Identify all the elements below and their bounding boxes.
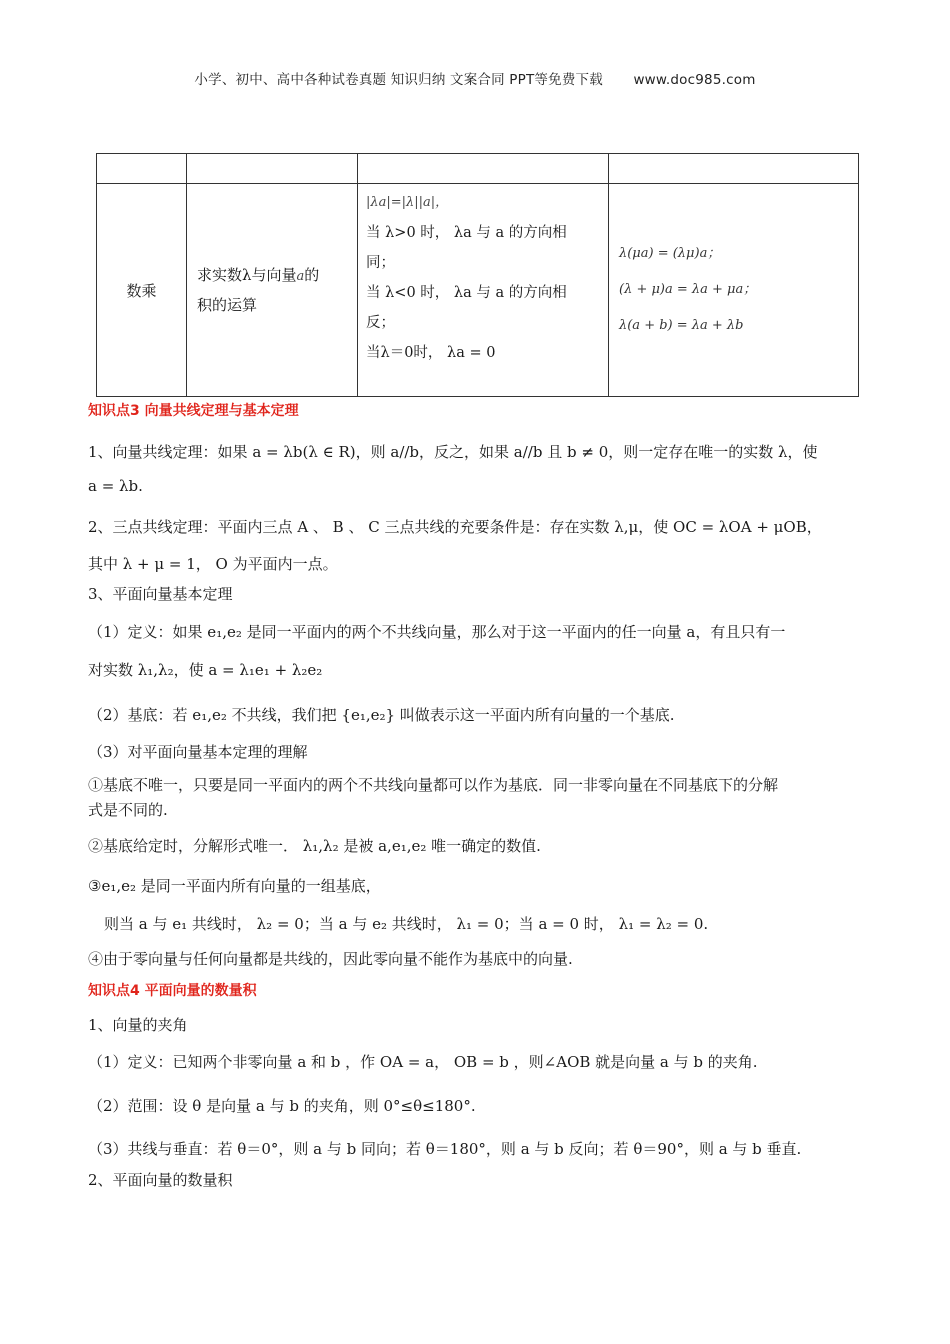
collinear-theorem-line2: a = λb. — [88, 477, 143, 495]
collinear-theorem-line1: 1、向量共线定理：如果 a = λb(λ ∈ R)，则 a//b，反之，如果 a//b 且 b ≠ 0，则一定存在唯一的实数 λ，使 — [88, 443, 818, 461]
understanding-1-line1: ①基底不唯一，只要是同一平面内的两个不共线向量都可以作为基底．同一非零向量在不同基底下的分解 — [88, 776, 779, 794]
definition-line1: （1）定义：如果 e₁,e₂ 是同一平面内的两个不共线向量，那么对于这一平面内的任一向量 a，有且只有一 — [88, 623, 786, 641]
header-url[interactable]: www.doc985.com — [633, 72, 756, 88]
basis-definition: （2）基底：若 e₁,e₂ 不共线，我们把 {e₁,e₂} 叫做表示这一平面内所有向量的一个基底. — [88, 706, 675, 724]
understanding-3: ③e₁,e₂ 是同一平面内所有向量的一组基底， — [88, 877, 381, 895]
kp4-heading: 知识点4 平面向量的数量积 — [88, 983, 257, 999]
operation-rules: |λa|=|λ||a|， 当 λ>0 时， λa 与 a 的方向相 同； 当 λ<0 时， λa 与 a 的方向相 反； 当λ＝0时， λa = 0 — [358, 184, 609, 397]
understanding-3-detail: 则当 a 与 e₁ 共线时， λ₂ = 0；当 a 与 e₂ 共线时， λ₁ = 0；当 a = 0 时， λ₁ = λ₂ = 0. — [104, 915, 709, 933]
scalar-multiplication-table — [96, 153, 859, 397]
angle-title: 1、向量的夹角 — [88, 1016, 188, 1034]
angle-collinear-perpendicular: （3）共线与垂直：若 θ＝0°，则 a 与 b 同向；若 θ＝180°，则 a 与 b 反向；若 θ＝90°，则 a 与 b 垂直. — [88, 1140, 802, 1158]
page-header — [0, 68, 950, 88]
basic-theorem-title: 3、平面向量基本定理 — [88, 585, 233, 603]
operation-name: 数乘 — [97, 184, 187, 397]
dot-product-title: 2、平面向量的数量积 — [88, 1171, 233, 1189]
understanding-1-line2: 式是不同的. — [88, 801, 168, 819]
table-row — [97, 154, 859, 184]
kp3-heading: 知识点3 向量共线定理与基本定理 — [88, 403, 299, 419]
understanding-title: （3）对平面向量基本定理的理解 — [88, 743, 308, 761]
operation-description: 求实数λ与向量a的 积的运算 — [187, 184, 358, 397]
definition-line2: 对实数 λ₁,λ₂，使 a = λ₁e₁ + λ₂e₂ — [88, 661, 323, 679]
understanding-4: ④由于零向量与任何向量都是共线的，因此零向量不能作为基底中的向量. — [88, 950, 573, 968]
understanding-2: ②基底给定时，分解形式唯一． λ₁,λ₂ 是被 a,e₁,e₂ 唯一确定的数值. — [88, 837, 541, 855]
table-row — [97, 184, 859, 397]
angle-definition: （1）定义：已知两个非零向量 a 和 b ，作 OA = a， OB = b ，则∠AOB 就是向量 a 与 b 的夹角. — [88, 1053, 758, 1071]
angle-range: （2）范围：设 θ 是向量 a 与 b 的夹角，则 0°≤θ≤180°. — [88, 1097, 476, 1115]
three-point-line1: 2、三点共线定理：平面内三点 A 、 B 、 C 三点共线的充要条件是：存在实数 λ,μ，使 OC = λOA + μOB， — [88, 518, 822, 536]
header-text: 小学、初中、高中各种试卷真题 知识归纳 文案合同 PPT等免费下载 — [194, 72, 603, 88]
operation-laws: λ(μa) = (λμ)a； (λ + μ)a = λa + μa； λ(a + b) = λa + λb — [609, 184, 859, 397]
three-point-line2: 其中 λ + μ = 1， O 为平面内一点。 — [88, 555, 338, 573]
